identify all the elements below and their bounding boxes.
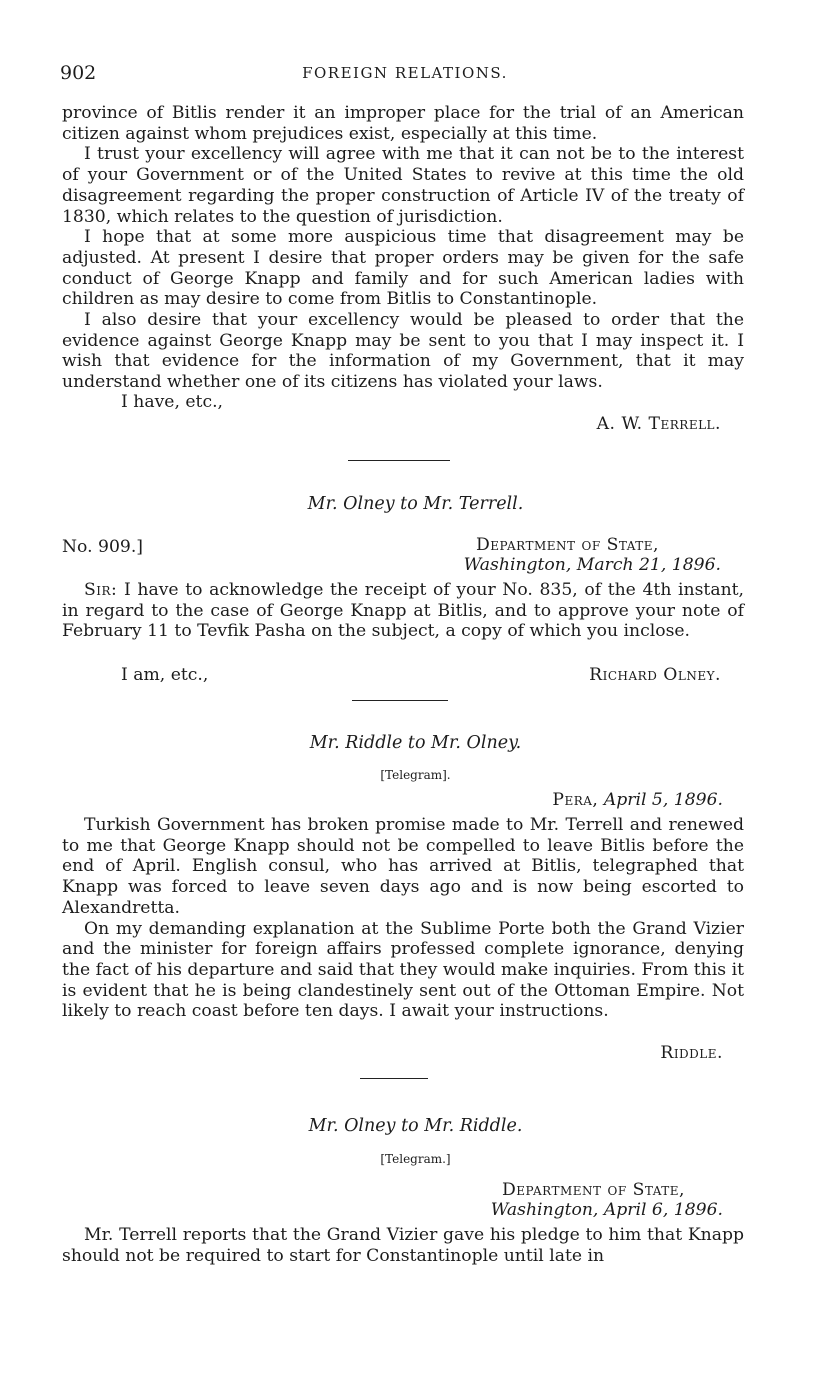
section-divider: [360, 1078, 428, 1079]
letter2-department: Department of State,: [475, 535, 659, 555]
letter2-closing: I am, etc.,: [121, 665, 209, 685]
letter2-number: No. 909.]: [62, 537, 143, 557]
page-number: 902: [60, 62, 97, 84]
letter2-body-text: I have to acknowledge the receipt of your No. 835, of the 4th instant, in regard to the case of George Knapp at Bitlis, and to approve your note of February 11 to Tevfik Pasha on the subject, a copy of which you inclose.: [62, 580, 745, 642]
letter4-telegram-note: [Telegram.]: [380, 1152, 451, 1166]
letter3-signature: Riddle.: [660, 1043, 723, 1063]
letter1-paragraph-1: province of Bitlis render it an improper place for the trial of an American citizen against whom prejudices exist, especially at this time.: [62, 103, 744, 144]
letter2-heading: Mr. Olney to Mr. Terrell.: [307, 494, 524, 514]
letter4-body-text: Mr. Terrell reports that the Grand Vizier gave his pledge to him that Knapp should not be required to start for Constantinople until late in: [62, 1225, 744, 1266]
letter4-body: [62, 1225, 744, 1266]
letter3-dateline: [552, 790, 723, 810]
running-title: FOREIGN RELATIONS.: [302, 64, 508, 82]
letter3-paragraph-2: On my demanding explanation at the Sublime Porte both the Grand Vizier and the minister for foreign affairs professed complete ignorance, denying the fact of his departure and said that they would make inquiries. From this it is evident that he is being clandestinely sent out of the Ottoman Empire. Not likely to reach coast before ten days. I await your instructions.: [62, 918, 744, 1022]
letter3-place: Pera,: [552, 790, 599, 810]
letter3-paragraph-1: Turkish Government has broken promise made to Mr. Terrell and renewed to me that George Knapp should not be compelled to leave Bitlis before the end of April. English consul, who has arrived at Bitlis, telegraphed that Knapp was forced to leave seven days ago and is now being escorted to Alexandretta.: [62, 815, 744, 918]
letter1-body: [62, 103, 744, 393]
section-divider: [348, 460, 450, 461]
letter1-paragraph-2: I trust your excellency will agree with me that it can not be to the interest of your Government or of the United States to revive at this time the old disagreement regarding the proper construction of Article IV of the treaty of 1830, which relates to the question of jurisdiction.: [62, 144, 744, 227]
letter3-body: [62, 815, 744, 1022]
page-header: [60, 62, 750, 88]
letter1-signature: A. W. Terrell.: [596, 414, 721, 434]
letter2-dateline: Washington, March 21, 1896.: [463, 555, 721, 575]
letter3-heading: Mr. Riddle to Mr. Olney.: [309, 733, 522, 753]
letter1-closing: I have, etc.,: [121, 392, 224, 412]
letter2-salutation: Sir:: [84, 580, 118, 600]
letter4-dateline: Washington, April 6, 1896.: [490, 1200, 723, 1220]
letter2-body: [62, 580, 744, 642]
section-divider: [352, 700, 448, 701]
letter1-paragraph-4: I also desire that your excellency would be pleased to order that the evidence against George Knapp may be sent to you that I may inspect it. I wish that evidence for the information of my Government, that it may understand whether one of its citizens has violated your laws.: [62, 310, 744, 393]
letter1-paragraph-3: I hope that at some more auspicious time that disagreement may be adjusted. At present I desire that proper orders may be given for the safe conduct of George Knapp and family and for such American ladies with children as may desire to come from Bitlis to Constantinople.: [62, 227, 744, 310]
letter2-signature: Richard Olney.: [589, 665, 721, 685]
letter4-heading: Mr. Olney to Mr. Riddle.: [308, 1116, 523, 1136]
letter3-date: April 5, 1896.: [603, 790, 723, 810]
letter3-telegram-note: [Telegram].: [380, 768, 451, 782]
letter4-department: Department of State,: [501, 1180, 685, 1200]
